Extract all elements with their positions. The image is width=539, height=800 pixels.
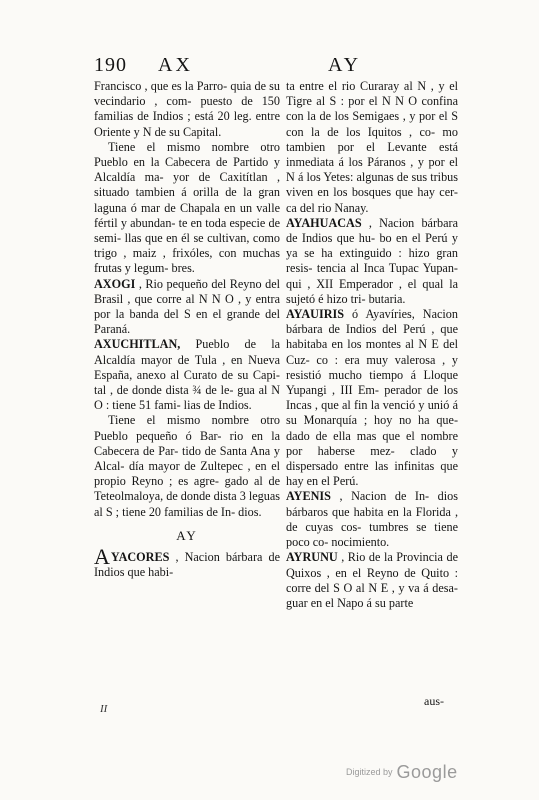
entry-text: , Nacion bárbara de Indios que habi-	[94, 550, 280, 580]
paragraph: ta entre el rio Curaray al N , y el Tigre al S : por el N N O confina con la de los Semigaes , y por el S con la de los Iquitos , co- mo tambien por el Levante está inmediata á los Páranos , y por el N á los Yetes: algunas de sus tribus viven en los bosques que hay cer- ca del rio Nanay.	[286, 79, 458, 215]
entry-term: AXOGI	[94, 276, 136, 291]
dictionary-entry	[94, 337, 280, 413]
entry-text: , Nacion de In- dios bárbaros que habita en la Florida , de cuyas cos- tumbres se tiene poco co- nocimiento.	[286, 489, 458, 550]
signature-mark: II	[100, 703, 108, 715]
entry-text: ó Ayavíries, Nacion bárbara de Indios del Perú , que habitaba en los montes al N E del Cuz- co : era muy valerosa , y resistió mucho tiempo á Lloque Yupangi , III Em- perador de los Incas , que al fin la venció y unió á su Monarquía ; hoy no ha que- dado de ella mas que el nombre por haberse mez- clado y dispersado entre las infinitas que hay en el Perú.	[286, 307, 458, 489]
paragraph: Tiene el mismo nombre otro Pueblo pequeño ó Bar- rio en la Cabecera de Par- tido de Santa Ana y Alcal- día mayor de Zultepec , en el propio Reyno ; es agre- gado al de Teteolmaloya, de donde dista 3 leguas al S ; tiene 20 familias de In- dios.	[94, 413, 280, 519]
google-watermark	[346, 762, 458, 783]
entry-term: AXUCHITLAN,	[94, 337, 181, 352]
entry-text: , Rio de la Provincia de Quixos , en el Reyno de Quito : corre del S O al N E , y va á desa- guar en el Napo á su parte	[286, 550, 458, 610]
right-running-heading: AY	[328, 54, 362, 76]
entry-term: AYAUIRIS	[286, 307, 345, 322]
dictionary-entry	[94, 544, 280, 580]
entry-term: AYRUNU	[286, 550, 338, 565]
catchword: aus-	[424, 694, 444, 708]
entry-term: YACORES	[110, 550, 170, 565]
left-column	[94, 79, 280, 581]
drop-initial: A	[94, 544, 110, 570]
google-logo: Google	[396, 762, 458, 782]
running-header	[94, 54, 453, 80]
entry-term: AYAHUACAS	[286, 215, 362, 230]
left-running-heading: AX	[158, 54, 193, 76]
dictionary-entry	[286, 216, 458, 307]
entry-term: AYENIS	[286, 489, 331, 504]
section-heading: AY	[176, 527, 198, 543]
dictionary-entry	[286, 307, 458, 489]
dictionary-entry	[286, 550, 458, 611]
paragraph: Tiene el mismo nombre otro Pueblo en la Cabecera de Partido y Alcaldía ma- yor de Caxitítlan , situado tambien á orilla de la gran laguna ó mar de Chapala en un valle fértil y abundan- te en toda especie de semi- llas que en él se cultivan, como trigo , maiz , frixóles, con muchas frutas y legum- bres.	[94, 139, 280, 276]
right-column	[286, 79, 458, 611]
entry-text: , Nacion bárbara de Indios que hu- bo en el Perú y ya se ha extinguido : hizo gran resis- tencia al Inca Tupac Yupan- qui , XII Emperador , el qual la sujetó é hizo tri- butaria.	[286, 215, 458, 306]
entry-text: , Rio pequeño del Reyno del Brasil , que corre al N N O , y entra por la banda del S en el grande del Paraná.	[94, 276, 280, 337]
watermark-prefix: Digitized by	[346, 767, 393, 777]
dictionary-entry	[94, 277, 280, 338]
page-number: 190	[94, 54, 127, 76]
paragraph: Francisco , que es la Parro- quia de su vecindario , com- puesto de 150 familias de Indios ; está 20 leg. entre Oriente y N de su Capital.	[94, 79, 280, 139]
dictionary-entry	[286, 489, 458, 550]
entry-text: Pueblo de la Alcaldía mayor de Tula , en Nueva España, anexo al Curato de su Capi- tal , de donde dista ¾ de le- gua al N O : tiene 51 fami- lias de Indios.	[94, 337, 280, 413]
